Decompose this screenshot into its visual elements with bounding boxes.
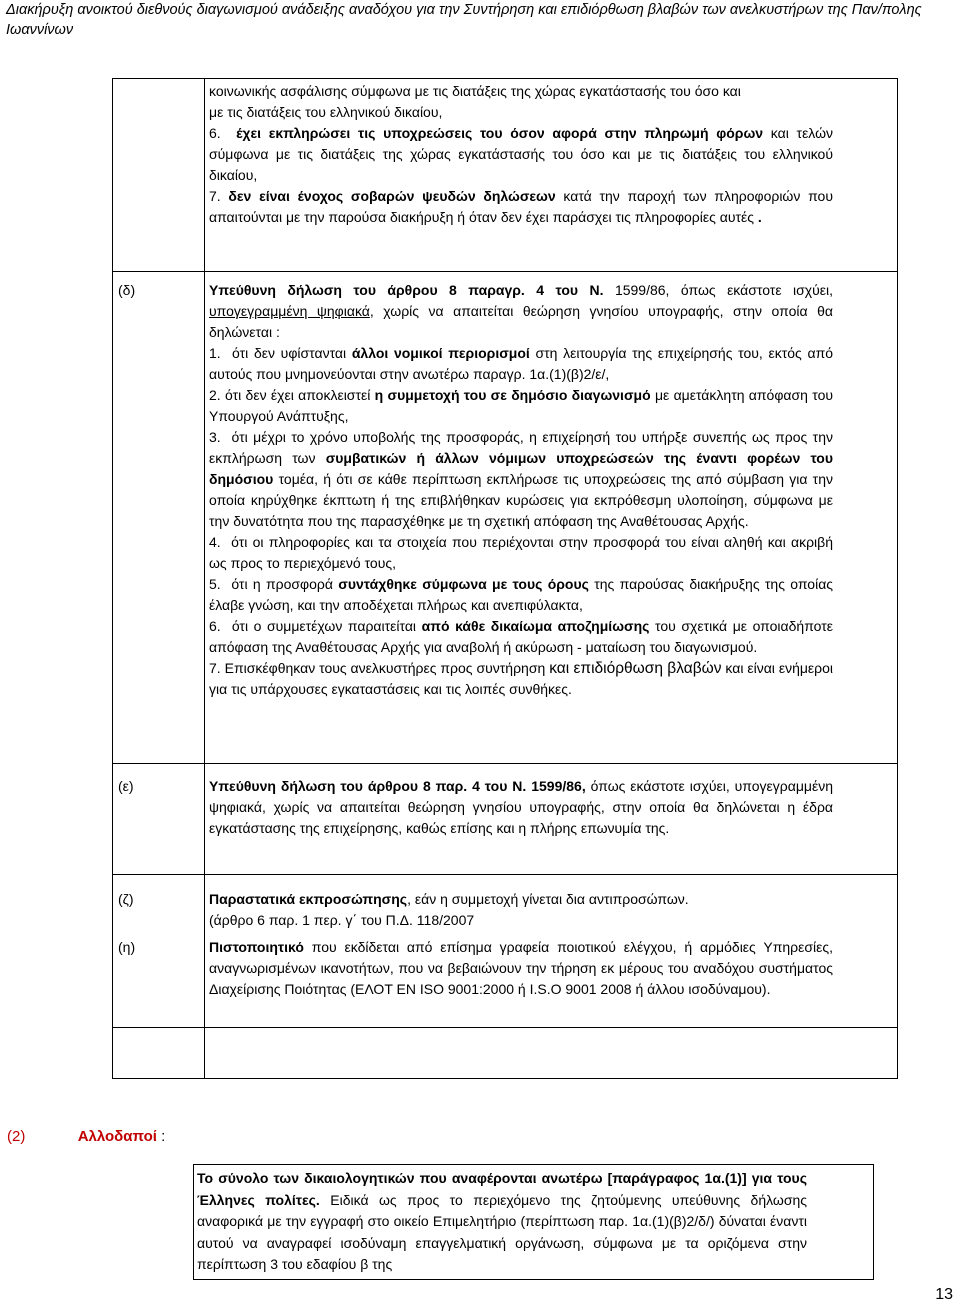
table-row-e bbox=[209, 776, 833, 839]
item-bold: συμβατικών ή άλλων νόμιμων υποχρεώσεών της έναντι φορέων του δημόσιου bbox=[209, 450, 833, 487]
section-heading bbox=[7, 1127, 165, 1147]
text-line bbox=[209, 889, 833, 910]
clause-2 bbox=[209, 385, 833, 427]
text: ότι η προσφορά bbox=[231, 576, 333, 592]
text: ότι ο συμμετέχων παραιτείται bbox=[231, 618, 417, 634]
item-text: και τελών σύμφωνα με τις διατάξεις της χώρας εγκατάστασής του όσο και με τις διατάξεις του ελληνικού δικαίου, bbox=[209, 125, 834, 183]
text: που εκδίδεται από επίσημα γραφεία ποιοτικού ελέγχου, ή αρμόδιες Υπηρεσίες, αναγνωρισμένων ικανοτήτων, που να βεβαιώνουν την τήρηση εκ μέρους του αναδόχου συστήματος Διαχείρισης Ποιότητας (ΕΛΟΤ EN ISO 9001:2000 ή I.S.O 9001 2008 ή άλλου ισοδύναμου). bbox=[209, 939, 833, 997]
item-number: 3. bbox=[209, 429, 221, 445]
text: του σχετικά με οποιαδήποτε απόφαση της Αναθέτουσας Αρχής για αναβολή ή ακύρωση - ματαίωση του διαγωνισμού. bbox=[209, 618, 834, 655]
item-bold: δεν είναι ένοχος σοβαρών ψευδών δηλώσεων bbox=[228, 188, 556, 204]
text: , εάν η συμμετοχή γίνεται δια αντιπροσώπων. bbox=[407, 891, 689, 907]
declaration-intro bbox=[209, 280, 833, 343]
text: 1599/86, όπως εκάστοτε ισχύει, bbox=[614, 282, 834, 298]
item-bold: Πιστοποιητικό bbox=[209, 939, 304, 955]
item-number: 6. bbox=[209, 125, 221, 141]
table-row-h bbox=[209, 937, 833, 1000]
clause-1 bbox=[209, 343, 833, 385]
text: ότι δεν έχει αποκλειστεί bbox=[225, 387, 371, 403]
text-line: με τις διατάξεις του ελληνικού δικαίου, bbox=[209, 104, 443, 120]
table-row-divider bbox=[112, 874, 898, 875]
text: , χωρίς να απαιτείται θεώρηση γνησίου υπογραφής, στην οποία θα δηλώνεται : bbox=[209, 303, 833, 340]
text: ότι μέχρι το χρόνο υποβολής της προσφοράς, η επιχείρησή του υπήρξε συνεπής ως προς την εκπλήρωση των bbox=[209, 429, 833, 466]
declaration-title: Υπεύθυνη δήλωση του άρθρου 8 παραγρ. 4 του Ν. bbox=[209, 282, 604, 298]
table-column-divider bbox=[204, 78, 205, 1079]
certificate-text bbox=[209, 937, 833, 1000]
text: και επιδιόρθωση βλαβών bbox=[549, 660, 722, 677]
table-row-d bbox=[209, 280, 833, 700]
item-number: 7. bbox=[209, 188, 221, 204]
item-6 bbox=[209, 123, 833, 186]
box-bold: Το σύνολο των δικαιολογητικών που αναφέρονται ανωτέρω [παράγραφος 1α.(1)] για τους Έλληνες πολίτες. bbox=[197, 1170, 807, 1208]
text: ότι δεν υφίστανται bbox=[232, 345, 347, 361]
item-bold: άλλοι νομικοί περιορισμοί bbox=[351, 345, 530, 361]
text: ότι οι πληροφορίες και τα στοιχεία που περιέχονται στην προσφορά του είναι αληθή και ακριβή ως προς το περιεχόμενό τους, bbox=[209, 534, 834, 571]
declaration-text bbox=[209, 776, 833, 839]
underlined-text: υπογεγραμμένη ψηφιακά bbox=[209, 303, 370, 319]
table-row-divider bbox=[112, 271, 898, 272]
row-label-e: (ε) bbox=[118, 778, 134, 794]
item-end: . bbox=[757, 209, 762, 225]
item-text: κατά την παροχή των πληροφοριών που απαιτούνται με την παρούσα διακήρυξη ή όταν δεν έχει παράσχει τις πληροφορίες αυτές bbox=[209, 188, 833, 225]
clause-3 bbox=[209, 427, 833, 532]
item-number: 7. bbox=[209, 660, 221, 676]
section-number: (2) bbox=[7, 1128, 26, 1145]
page-number: 13 bbox=[935, 1286, 953, 1303]
text-line: (άρθρο 6 παρ. 1 περ. γ΄ του Π.Δ. 118/2007 bbox=[209, 912, 475, 928]
table-row-divider bbox=[112, 1027, 898, 1028]
section-colon: : bbox=[161, 1128, 166, 1145]
table-row-z bbox=[209, 889, 833, 931]
item-number: 5. bbox=[209, 576, 221, 592]
text: της παρούσας διακήρυξης της οποίας έλαβε γνώση, και την αποδέχεται πλήρως και ανεπιφύλακτα, bbox=[209, 576, 834, 613]
item-number: 2. bbox=[209, 387, 221, 403]
table-row-divider bbox=[112, 763, 898, 764]
row-label-h: (η) bbox=[118, 939, 136, 955]
text: όπως εκάστοτε ισχύει, υπογεγραμμένη ψηφιακά, χωρίς να απαιτείται θεώρηση γνησίου υπογραφής, στην οποία θα δηλώνεται η έδρα εγκατάστασης της επιχείρησης, καθώς επίσης και η πλήρης επωνυμία της. bbox=[209, 778, 834, 836]
table-row-continuation bbox=[209, 81, 833, 228]
clause-5 bbox=[209, 574, 833, 616]
clause-6 bbox=[209, 616, 833, 658]
clause-7 bbox=[209, 658, 833, 700]
item-number: 4. bbox=[209, 534, 221, 550]
row-label-z: (ζ) bbox=[118, 891, 134, 907]
item-bold: Παραστατικά εκπροσώπησης bbox=[209, 891, 408, 907]
text: και είναι ενήμεροι για τις υπάρχουσες εγκαταστάσεις και τις λοιπές συνθήκες. bbox=[209, 660, 834, 697]
text-line: κοινωνικής ασφάλισης σύμφωνα με τις διατάξεις της χώρας εγκατάστασής του όσο και bbox=[209, 83, 741, 99]
section-title: Αλλοδαποί bbox=[77, 1128, 157, 1145]
text: με αμετάκλητη απόφαση του Υπουργού Ανάπτυξης, bbox=[209, 387, 834, 424]
page-header: Διακήρυξη ανοικτού διεθνούς διαγωνισμού ανάδειξης αναδόχου για την Συντήρηση και επιδιόρθωση βλαβών των ανελκυστήρων της Παν/πολης Ιωαννίνων bbox=[6, 2, 922, 38]
text: τομέα, ή ότι σε κάθε περίπτωση εκπλήρωσε τις υποχρεώσεις της από σύμβαση για την οποία κηρύχθηκε έκπτωτη ή της επιβλήθηκαν κυρώσεις για εκπρόθεσμη υλοποίηση, σύμφωνα με την δυνατότητα που της παρασχέθηκε με τη σχετική απόφαση της Αναθέτουσας Αρχής. bbox=[209, 471, 833, 529]
text: Επισκέφθηκαν τους ανελκυστήρες προς συντήρηση bbox=[224, 660, 546, 676]
clause-4 bbox=[209, 532, 833, 574]
text: στη λειτουργία της επιχείρησής του, εκτός από αυτούς που μνημονεύονται στην ανωτέρω παραγρ. 1α.(1)(β)2/ε/, bbox=[209, 345, 834, 382]
item-number: 6. bbox=[209, 618, 221, 634]
item-bold: η συμμετοχή του σε δημόσιο διαγωνισμό bbox=[374, 387, 651, 403]
row-label-d: (δ) bbox=[118, 282, 136, 298]
declaration-title: Υπεύθυνη δήλωση του άρθρου 8 παρ. 4 του Ν. 1599/86, bbox=[209, 778, 586, 794]
item-bold: συντάχθηκε σύμφωνα με τους όρους bbox=[338, 576, 589, 592]
foreigners-text bbox=[197, 1168, 807, 1276]
text: Ειδικά ως προς το περιεχόμενο της ζητούμενης υπεύθυνης δήλωσης αναφορικά με την εγγραφή στο οικείο Επιμελητήριο (περίπτωση παρ. 1α.(1)(β)2/δ/) δύναται έναντι αυτού να αναγραφεί ισοδύναμη επαγγελματική οργάνωση, σύμφωνα με τα οριζόμενα στην περίπτωση 3 του εδαφίου β της bbox=[197, 1191, 807, 1272]
item-bold: έχει εκπληρώσει τις υποχρεώσεις του όσον αφορά στην πληρωμή φόρων bbox=[236, 125, 764, 141]
item-7 bbox=[209, 186, 833, 228]
item-bold: από κάθε δικαίωμα αποζημίωσης bbox=[421, 618, 650, 634]
item-number: 1. bbox=[209, 345, 221, 361]
